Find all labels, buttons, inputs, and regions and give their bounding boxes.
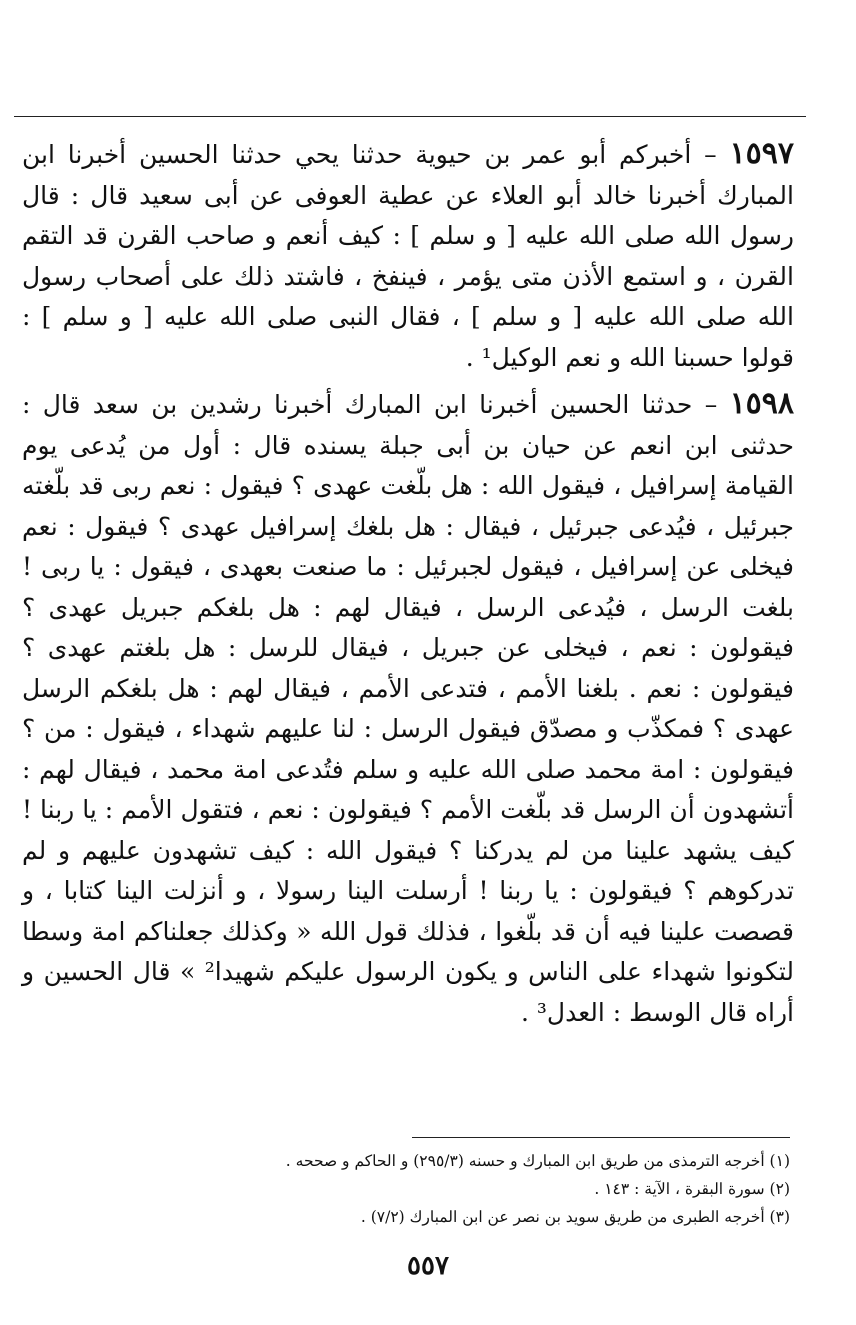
footnote-2: (٢) سورة البقرة ، الآية : ١٤٣ . [594,1180,790,1198]
main-text [22,134,794,1033]
entry-text: – حدثنا الحسين أخبرنا ابن المبارك أخبرنا رشدين بن سعد قال : حدثنى ابن انعم عن حيان بن أبى جبلة يسنده قال : أول من يُدعى يوم القيامة إسرافيل ، فيقول الله : هل بلّغت عهدى ؟ فيقول : نعم ربى قد بلّغته جبرئيل ، فيُدعى جبرئيل ، فيقال : هل بلغك إسرافيل عهدى ؟ فيقول : نعم فيخلى عن إسرافيل ، فيقول لجبرئيل : ما صنعت بعهدى ، فيقول : يا ربى ! بلغت الرسل ، فيُدعى الرسل ، فيقال لهم : هل بلغكم جبريل عهدى ؟ فيقولون : نعم ، فيخلى عن جبريل ، فيقال للرسل : هل بلغتم عهدى ؟ فيقولون : نعم . بلغنا الأمم ، فتدعى الأمم ، فيقال لهم : هل بلغكم الرسل عهدى ؟ فمكذّب و مصدّق فيقول الرسل : لنا عليهم شهداء ، فيقول : من ؟ فيقولون : امة محمد صلى الله عليه و سلم فتُدعى امة محمد ، فيقال لهم : أتشهدون أن الرسل قد بلّغت الأمم ؟ فيقولون : نعم ، فتقول الأمم : يا ربنا ! كيف يشهد علينا من لم يدركنا ؟ فيقول الله : كيف تشهدون عليهم و لم تدركوهم ؟ فيقولون : يا ربنا ! أرسلت الينا رسولا ، و أنزلت الينا كتابا ، و قصصت علينا فيه أن قد بلّغوا ، فذلك قول الله « وكذلك جعلناكم امة وسطا لتكونوا شهداء على الناس و يكون الرسول عليكم شهيدا² » قال الحسين و أراه قال الوسط : العدل³ . [22,390,794,1027]
entry-number: ١٥٩٧ [729,136,794,171]
entry-number: ١٥٩٨ [729,386,795,421]
footnotes [40,1147,790,1231]
footnote-1: (١) أخرجه الترمذى من طريق ابن المبارك و حسنه (٢٩٥/٣) و الحاكم و صححه . [285,1152,790,1170]
entry-1597 [22,134,794,378]
footnote-3: (٣) أخرجه الطبرى من طريق سويد بن نصر عن ابن المبارك (٧/٢) . [360,1208,790,1226]
page-number: ٥٥٧ [407,1251,449,1281]
entry-1598 [22,384,794,1033]
entry-text: – أخبركم أبو عمر بن حيوية حدثنا يحي حدثنا الحسين أخبرنا ابن المبارك أخبرنا خالد أبو العلاء عن عطية العوفى عن أبى سعيد قال : قال رسول الله صلى الله عليه [ و سلم ] : كيف أنعم و صاحب القرن قد التقم القرن ، و استمع الأذن متى يؤمر ، فينفخ ، فاشتد ذلك على أصحاب رسول الله صلى الله عليه [ و سلم ] ، فقال النبى صلى الله عليه [ و سلم ] : قولوا حسبنا الله و نعم الوكيل¹ . [22,140,794,372]
top-rule [14,116,806,117]
footnote-rule [412,1137,790,1138]
